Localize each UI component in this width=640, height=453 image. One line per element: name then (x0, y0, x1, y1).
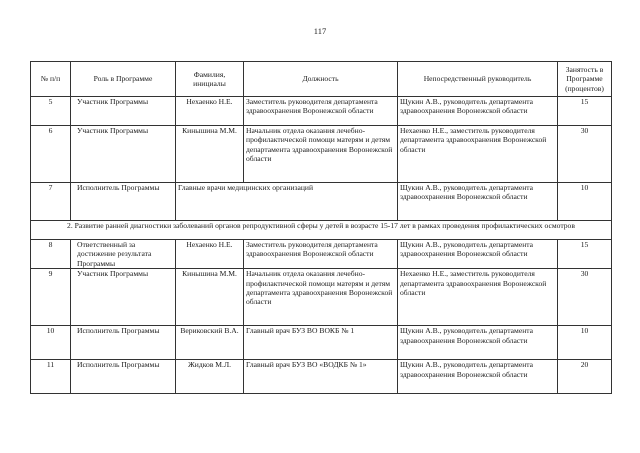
cell-number: 11 (31, 360, 71, 394)
table-header (31, 62, 612, 97)
cell-manager: Нехаенко Н.Е., заместитель руководителя департамента здравоохранения Воронежской области (398, 269, 558, 326)
cell-position: Начальник отдела оказания лечебно-профилактической помощи матерям и детям департамента здравоохранения Воронежской области (244, 126, 398, 183)
table-row (31, 183, 612, 221)
cell-name: Кинышина М.М. (176, 269, 244, 326)
cell-position-merged: Главные врачи медицинских организаций (176, 183, 398, 221)
cell-position: Начальник отдела оказания лечебно-профилактической помощи матерям и детям департамента здравоохранения Воронежской области (244, 269, 398, 326)
table-row (31, 326, 612, 360)
table-row (31, 360, 612, 394)
cell-name: Жидков М.Л. (176, 360, 244, 394)
header-number: № п/п (31, 62, 71, 97)
cell-employment: 30 (558, 126, 612, 183)
cell-number: 5 (31, 97, 71, 126)
cell-name: Нехаенко Н.Е. (176, 97, 244, 126)
cell-manager: Нехаенко Н.Е., заместитель руководителя департамента здравоохранения Воронежской области (398, 126, 558, 183)
section-title: 2. Развитие ранней диагностики заболеваний органов репродуктивной сферы у детей в возрасте 15-17 лет в рамках проведения профилактических осмотров (31, 221, 612, 240)
cell-number: 6 (31, 126, 71, 183)
cell-employment: 10 (558, 183, 612, 221)
cell-number: 7 (31, 183, 71, 221)
cell-role: Исполнитель Программы (71, 326, 176, 360)
cell-role: Участник Программы (71, 269, 176, 326)
page-number: 117 (313, 26, 327, 36)
cell-position: Заместитель руководителя департамента здравоохранения Воронежской области (244, 97, 398, 126)
cell-employment: 30 (558, 269, 612, 326)
header-name: Фамилия, инициалы (176, 62, 244, 97)
cell-employment: 20 (558, 360, 612, 394)
cell-position: Главный врач БУЗ ВО «ВОДКБ № 1» (244, 360, 398, 394)
cell-name: Нехаенко Н.Е. (176, 240, 244, 269)
cell-name: Вериковский В.А. (176, 326, 244, 360)
section-row (31, 221, 612, 240)
header-manager: Непосредственный руководитель (398, 62, 558, 97)
table-row (31, 269, 612, 326)
cell-employment: 15 (558, 240, 612, 269)
cell-number: 10 (31, 326, 71, 360)
cell-role: Участник Программы (71, 97, 176, 126)
cell-manager: Щукин А.В., руководитель департамента здравоохранения Воронежской области (398, 97, 558, 126)
cell-name: Кинышина М.М. (176, 126, 244, 183)
cell-employment: 15 (558, 97, 612, 126)
cell-number: 8 (31, 240, 71, 269)
cell-role: Исполнитель Программы (71, 360, 176, 394)
cell-role: Ответственный за достижение результата Программы (71, 240, 176, 269)
table-row (31, 126, 612, 183)
header-role: Роль в Программе (71, 62, 176, 97)
header-employment: Занятость в Программе (процентов) (558, 62, 612, 97)
cell-role: Исполнитель Программы (71, 183, 176, 221)
cell-role: Участник Программы (71, 126, 176, 183)
cell-number: 9 (31, 269, 71, 326)
cell-manager: Щукин А.В., руководитель департамента здравоохранения Воронежской области (398, 183, 558, 221)
cell-employment: 10 (558, 326, 612, 360)
header-position: Должность (244, 62, 398, 97)
cell-manager: Щукин А.В., руководитель департамента здравоохранения Воронежской области (398, 326, 558, 360)
cell-position: Заместитель руководителя департамента здравоохранения Воронежской области (244, 240, 398, 269)
program-participants-table (30, 61, 612, 394)
cell-manager: Щукин А.В., руководитель департамента здравоохранения Воронежской области (398, 240, 558, 269)
table-row (31, 240, 612, 269)
cell-manager: Щукин А.В., руководитель департамента здравоохранения Воронежской области (398, 360, 558, 394)
cell-position: Главный врач БУЗ ВО ВОКБ № 1 (244, 326, 398, 360)
table-row (31, 97, 612, 126)
